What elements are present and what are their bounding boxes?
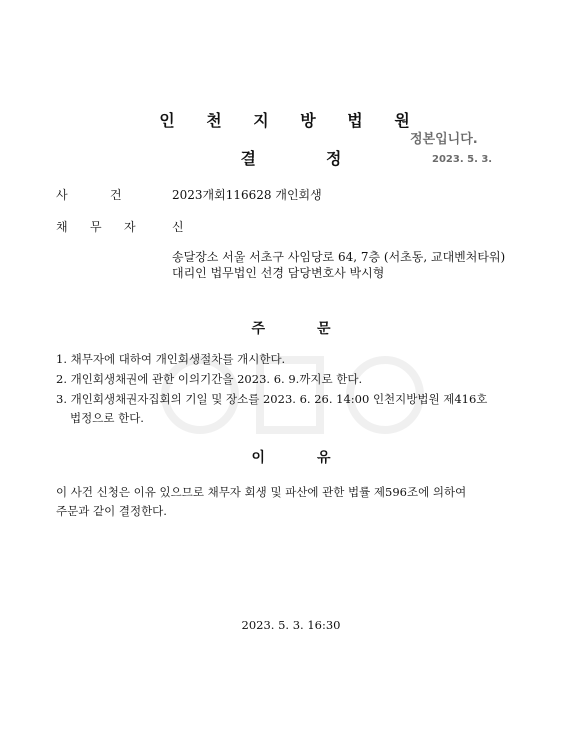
- debtor-name: 신: [172, 220, 184, 234]
- order-item-3-cont: 법정으로 한다.: [70, 411, 144, 425]
- reason-heading: 이 유: [251, 450, 331, 466]
- reason-line-1: 이 사건 신청은 이유 있으므로 채무자 회생 및 파산에 관한 법률 제596조에 의하여: [56, 485, 467, 499]
- stamp-text: 정본입니다.: [410, 132, 478, 147]
- decision-date: 2023. 5. 3. 16:30: [241, 618, 341, 632]
- document-title-right: 정: [326, 149, 342, 168]
- debtor-label: 채 무 자: [56, 220, 136, 234]
- legal-agent: 대리인 법무법인 선경 담당변호사 박시형: [172, 266, 385, 280]
- order-item-1: 1. 채무자에 대하여 개인회생절차를 개시한다.: [56, 352, 286, 366]
- court-name: 인 천 지 방 법 원: [159, 111, 423, 130]
- case-number: 2023개회116628 개인회생: [172, 188, 322, 202]
- document-title-left: 결: [240, 149, 256, 168]
- certified-copy-stamp: [410, 128, 492, 165]
- document-title: [0, 146, 582, 169]
- case-label: 사 건: [56, 188, 122, 202]
- service-address: 송달장소 서울 서초구 사임당로 64, 7층 (서초동, 교대벤처타워): [172, 250, 506, 264]
- order-heading: 주 문: [251, 321, 331, 337]
- reason-line-2: 주문과 같이 결정한다.: [56, 504, 167, 518]
- order-item-2: 2. 개인회생채권에 관한 이의기간을 2023. 6. 9.까지로 한다.: [56, 372, 363, 386]
- order-item-3: 3. 개인회생채권자집회의 기일 및 장소를 2023. 6. 26. 14:00 인천지방법원 제416호: [56, 392, 488, 406]
- stamp-date: 2023. 5. 3.: [432, 154, 493, 165]
